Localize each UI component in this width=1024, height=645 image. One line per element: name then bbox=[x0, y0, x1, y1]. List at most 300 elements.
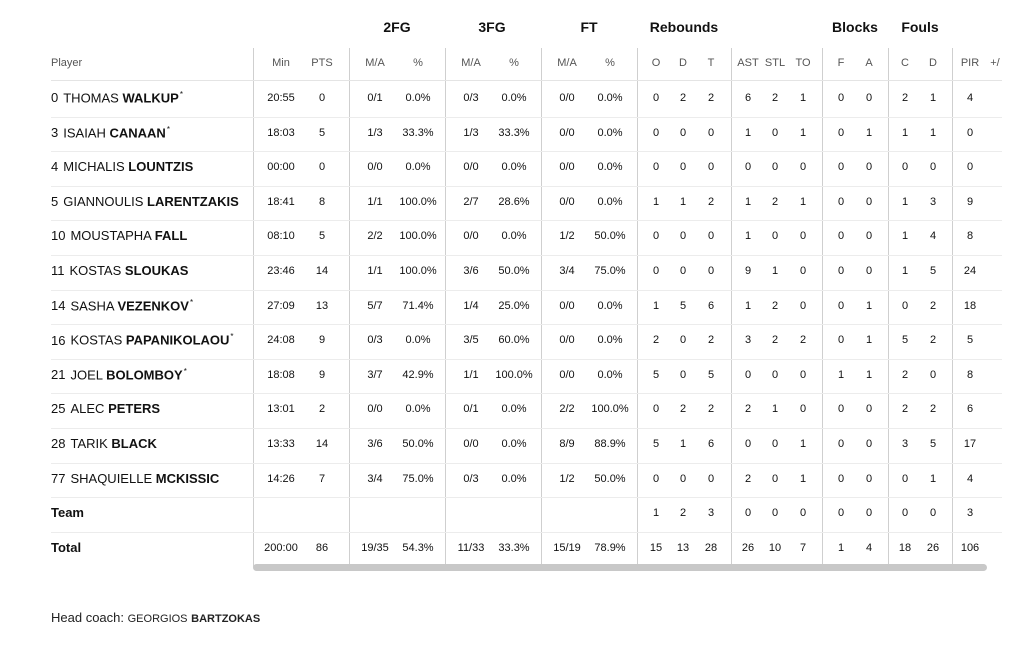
stat-cell: 11/33 bbox=[457, 541, 485, 554]
stat-cell: 2 bbox=[679, 92, 687, 104]
starter-mark: * bbox=[183, 366, 187, 376]
stat-cell: 0 bbox=[771, 161, 779, 174]
column-header: M/A bbox=[365, 57, 385, 69]
player-first-name: KOSTAS bbox=[70, 332, 123, 348]
starter-mark: * bbox=[230, 332, 234, 342]
stat-cell: 0 bbox=[837, 230, 845, 243]
stat-cell: 0 bbox=[799, 265, 807, 277]
column-header: PIR bbox=[960, 57, 980, 69]
player-last-name: WALKUP bbox=[122, 90, 179, 106]
stat-cell: 0.0% bbox=[501, 92, 527, 104]
stat-cell: 18:03 bbox=[267, 126, 295, 139]
stat-cell: 0 bbox=[837, 299, 845, 312]
player-number: 28 bbox=[51, 436, 66, 451]
column-header: A bbox=[865, 57, 873, 69]
stat-cell: 0 bbox=[652, 403, 660, 416]
stat-cell: 0 bbox=[679, 126, 687, 139]
stat-cell: 8 bbox=[318, 195, 326, 208]
stat-cell: 0/3 bbox=[463, 92, 479, 104]
stat-cell: 1 bbox=[679, 438, 687, 450]
stat-cell: 33.3% bbox=[402, 126, 434, 139]
row-divider bbox=[51, 532, 1002, 533]
row-divider bbox=[51, 324, 1002, 325]
stat-cell: 18 bbox=[963, 299, 977, 312]
stat-cell: 18 bbox=[898, 541, 912, 554]
stat-cell: 1 bbox=[865, 368, 873, 381]
stat-cell: 0/0 bbox=[559, 299, 575, 312]
stat-cell: 0/3 bbox=[367, 334, 383, 347]
stat-cell: 15 bbox=[649, 541, 663, 554]
stat-cell: 0.0% bbox=[597, 299, 623, 312]
stat-cell: 1 bbox=[865, 126, 873, 139]
stat-cell: 0.0% bbox=[501, 161, 527, 174]
stat-cell: 0 bbox=[799, 403, 807, 416]
stat-cell: 0.0% bbox=[597, 161, 623, 174]
column-header: % bbox=[413, 57, 423, 69]
stat-cell: 60.0% bbox=[498, 334, 530, 347]
column-header: D bbox=[679, 57, 687, 69]
stat-cell: 0 bbox=[771, 368, 779, 381]
column-header: AST bbox=[737, 57, 759, 69]
stat-cell: 18:41 bbox=[267, 195, 295, 208]
stat-cell: 0 bbox=[837, 507, 845, 520]
stat-cell: 4 bbox=[865, 541, 873, 554]
stat-cell: 0.0% bbox=[597, 334, 623, 347]
row-divider bbox=[51, 117, 1002, 118]
column-header: C bbox=[901, 57, 909, 69]
column-divider bbox=[952, 48, 953, 567]
player-last-name: CANAAN bbox=[109, 124, 166, 140]
player-name bbox=[51, 367, 187, 382]
stat-cell: 0.0% bbox=[501, 472, 527, 485]
stat-cell: 0.0% bbox=[597, 92, 623, 104]
stat-cell: 0 bbox=[929, 507, 937, 520]
player-last-name: MCKISSIC bbox=[155, 470, 220, 486]
stat-cell: 3/5 bbox=[463, 334, 479, 347]
stat-cell: 26 bbox=[926, 541, 940, 554]
stat-cell: 0 bbox=[837, 92, 845, 104]
stat-cell: 2 bbox=[679, 403, 687, 416]
stat-cell: 1 bbox=[652, 299, 660, 312]
player-name bbox=[51, 471, 219, 486]
stat-cell: 0 bbox=[679, 230, 687, 243]
stat-cell: 1 bbox=[799, 92, 807, 104]
stat-cell: 0/0 bbox=[559, 92, 575, 104]
stat-cell: 2 bbox=[901, 368, 909, 381]
row-divider bbox=[51, 463, 1002, 464]
stat-cell: 2 bbox=[771, 334, 779, 347]
player-name bbox=[51, 436, 157, 451]
stat-cell: 0 bbox=[799, 507, 807, 520]
stat-cell: 0/0 bbox=[559, 126, 575, 139]
stat-cell: 1/2 bbox=[559, 472, 575, 485]
player-last-name: LARENTZAKIS bbox=[147, 193, 239, 209]
stat-cell: 00:00 bbox=[267, 161, 295, 174]
stat-cell: 2 bbox=[901, 403, 909, 416]
player-name bbox=[51, 401, 160, 416]
stat-cell: 0 bbox=[707, 230, 715, 243]
stat-cell: 2 bbox=[744, 403, 752, 416]
player-first-name: SHAQUIELLE bbox=[70, 470, 153, 486]
stat-cell: 9 bbox=[966, 195, 974, 208]
player-number: 16 bbox=[51, 332, 66, 348]
stat-cell: 0 bbox=[865, 438, 873, 450]
column-divider bbox=[349, 48, 350, 567]
stat-cell: 2 bbox=[707, 334, 715, 347]
row-divider bbox=[51, 497, 1002, 498]
row-divider bbox=[51, 151, 1002, 152]
player-first-name: KOSTAS bbox=[69, 263, 122, 278]
stat-cell: 0 bbox=[771, 230, 779, 243]
stat-cell: 0 bbox=[707, 126, 715, 139]
stat-cell: 0/0 bbox=[559, 195, 575, 208]
stat-cell: 0.0% bbox=[405, 92, 431, 104]
stat-cell: 0 bbox=[771, 438, 779, 450]
column-header: % bbox=[509, 57, 519, 69]
total-row-label: Total bbox=[51, 539, 82, 555]
stat-cell: 5 bbox=[929, 265, 937, 277]
stat-cell: 5 bbox=[707, 368, 715, 381]
stat-cell: 1 bbox=[929, 472, 937, 485]
player-name bbox=[51, 159, 193, 174]
stat-cell: 0 bbox=[966, 126, 974, 139]
row-divider bbox=[51, 393, 1002, 394]
stat-cell: 50.0% bbox=[594, 472, 626, 485]
player-number: 77 bbox=[51, 470, 66, 486]
stat-cell: 0 bbox=[707, 472, 715, 485]
stat-cell: 5 bbox=[318, 126, 326, 139]
stat-cell: 2 bbox=[929, 334, 937, 347]
stat-cell: 3 bbox=[901, 438, 909, 450]
stat-cell: 23:46 bbox=[267, 265, 295, 277]
stat-cell: 0/0 bbox=[559, 334, 575, 347]
stat-cell: 0 bbox=[837, 161, 845, 174]
stat-cell: 0/0 bbox=[367, 161, 383, 174]
stat-cell: 50.0% bbox=[402, 438, 434, 450]
stat-cell: 0 bbox=[799, 230, 807, 243]
player-first-name: JOEL bbox=[70, 367, 103, 383]
stat-cell: 8 bbox=[966, 230, 974, 243]
column-header: TO bbox=[795, 57, 811, 69]
stat-cell: 26 bbox=[741, 541, 755, 554]
stat-cell: 0 bbox=[679, 161, 687, 174]
stat-cell: 0 bbox=[929, 161, 937, 174]
stat-cell: 1 bbox=[652, 195, 660, 208]
player-name bbox=[51, 298, 193, 313]
stat-cell: 1 bbox=[901, 195, 909, 208]
stat-cell: 14 bbox=[315, 265, 329, 277]
stat-cell: 4 bbox=[966, 92, 974, 104]
stat-cell: 7 bbox=[799, 541, 807, 554]
head-coach-label: Head coach: bbox=[51, 610, 124, 625]
stat-cell: 0 bbox=[318, 161, 326, 174]
head-coach-last-name: BARTZOKAS bbox=[191, 613, 261, 625]
stat-cell: 8 bbox=[966, 368, 974, 381]
stat-cell: 14 bbox=[315, 438, 329, 450]
stat-cell: 1 bbox=[771, 265, 779, 277]
stat-cell: 0/1 bbox=[367, 92, 383, 104]
stat-cell: 0.0% bbox=[501, 438, 527, 450]
stat-cell: 0.0% bbox=[501, 403, 527, 416]
stat-cell: 1 bbox=[799, 195, 807, 208]
column-header: O bbox=[651, 57, 661, 69]
stat-cell: 6 bbox=[744, 92, 752, 104]
stat-cell: 0.0% bbox=[597, 195, 623, 208]
stat-cell: 6 bbox=[707, 299, 715, 312]
stat-cell: 1/4 bbox=[463, 299, 479, 312]
stat-cell: 2 bbox=[771, 299, 779, 312]
stat-cell: 0/0 bbox=[463, 161, 479, 174]
stat-cell: 2/7 bbox=[463, 195, 479, 208]
stat-cell: 0 bbox=[744, 438, 752, 450]
stat-cell: 1/3 bbox=[367, 126, 383, 139]
column-header: D bbox=[929, 57, 937, 69]
player-last-name: BLACK bbox=[111, 436, 157, 451]
player-number: 0 bbox=[51, 90, 59, 106]
horizontal-scrollbar[interactable] bbox=[253, 564, 987, 571]
player-number: 4 bbox=[51, 159, 59, 175]
player-last-name: VEZENKOV bbox=[117, 297, 189, 313]
stat-cell: 1 bbox=[865, 334, 873, 347]
head-coach-line bbox=[51, 610, 260, 625]
starter-mark: * bbox=[166, 124, 170, 134]
stat-cell: 86 bbox=[315, 541, 329, 554]
stat-cell: 5/7 bbox=[367, 299, 383, 312]
stat-cell: 27:09 bbox=[267, 299, 295, 312]
stat-cell: 0 bbox=[837, 265, 845, 277]
stat-cell: 2 bbox=[744, 472, 752, 485]
stat-cell: 3/7 bbox=[367, 368, 383, 381]
stat-cell: 100.0% bbox=[399, 265, 437, 277]
column-header: T bbox=[707, 57, 715, 69]
stat-cell: 100.0% bbox=[399, 230, 437, 243]
stat-cell: 33.3% bbox=[498, 541, 530, 554]
column-divider bbox=[888, 48, 889, 567]
group-header: FT bbox=[580, 19, 598, 35]
stat-cell: 1 bbox=[744, 299, 752, 312]
column-header: Player bbox=[51, 57, 83, 69]
group-header: Blocks bbox=[832, 19, 878, 35]
column-divider bbox=[637, 48, 638, 567]
stat-cell: 0 bbox=[865, 507, 873, 520]
stat-cell: 6 bbox=[707, 438, 715, 450]
stat-cell: 2 bbox=[707, 195, 715, 208]
stat-cell: 0/3 bbox=[463, 472, 479, 485]
player-first-name: THOMAS bbox=[63, 90, 119, 106]
player-first-name: ALEC bbox=[70, 401, 105, 417]
stat-cell: 1 bbox=[799, 126, 807, 139]
stat-cell: 3/6 bbox=[367, 438, 383, 450]
stat-cell: 2 bbox=[652, 334, 660, 347]
column-divider bbox=[822, 48, 823, 567]
stat-cell: 1 bbox=[901, 230, 909, 243]
stat-cell: 0/0 bbox=[463, 230, 479, 243]
row-divider bbox=[51, 255, 1002, 256]
stat-cell: 1 bbox=[744, 126, 752, 139]
stat-cell: 106 bbox=[960, 541, 980, 554]
stat-cell: 0.0% bbox=[405, 161, 431, 174]
stat-cell: 0 bbox=[744, 161, 752, 174]
header-divider bbox=[51, 80, 1002, 81]
stat-cell: 0/0 bbox=[367, 403, 383, 416]
stat-cell: 1 bbox=[837, 368, 845, 381]
stat-cell: 1/1 bbox=[367, 195, 383, 208]
column-divider bbox=[253, 48, 254, 567]
stat-cell: 0 bbox=[901, 299, 909, 312]
stat-cell: 0 bbox=[901, 472, 909, 485]
group-header: Rebounds bbox=[649, 19, 719, 35]
stat-cell: 0 bbox=[901, 507, 909, 520]
stat-cell: 0 bbox=[318, 92, 326, 104]
stat-cell: 0 bbox=[865, 195, 873, 208]
stat-cell: 3/4 bbox=[367, 472, 383, 485]
stat-cell: 1/2 bbox=[559, 230, 575, 243]
stat-cell: 13 bbox=[676, 541, 690, 554]
stat-cell: 1/3 bbox=[463, 126, 479, 139]
stat-cell: 0/0 bbox=[463, 438, 479, 450]
stat-cell: 1 bbox=[929, 126, 937, 139]
player-name bbox=[51, 332, 234, 347]
player-name bbox=[51, 263, 188, 278]
player-last-name: PAPANIKOLAOU bbox=[125, 332, 230, 348]
stat-cell: 1/1 bbox=[367, 265, 383, 277]
stat-cell: 24 bbox=[963, 265, 977, 277]
row-divider bbox=[51, 359, 1002, 360]
stat-cell: 2 bbox=[771, 92, 779, 104]
stat-cell: 2 bbox=[929, 299, 937, 312]
stat-cell: 2/2 bbox=[559, 403, 575, 416]
stat-cell: 3 bbox=[744, 334, 752, 347]
player-first-name: SASHA bbox=[70, 297, 114, 313]
stat-cell: 0 bbox=[652, 126, 660, 139]
stat-cell: 28.6% bbox=[498, 195, 530, 208]
stat-cell: 9 bbox=[318, 334, 326, 347]
stat-cell: 0 bbox=[865, 230, 873, 243]
stat-cell: 0 bbox=[744, 368, 752, 381]
starter-mark: * bbox=[189, 297, 194, 307]
stat-cell: 08:10 bbox=[267, 230, 295, 243]
stat-cell: 8/9 bbox=[559, 438, 575, 450]
row-divider bbox=[51, 428, 1002, 429]
stat-cell: 3 bbox=[929, 195, 937, 208]
stat-cell: 100.0% bbox=[495, 368, 533, 381]
player-last-name: FALL bbox=[154, 228, 188, 244]
stat-cell: 0 bbox=[865, 161, 873, 174]
stat-cell: 2 bbox=[771, 195, 779, 208]
row-divider bbox=[51, 290, 1002, 291]
stat-cell: 18:08 bbox=[267, 368, 295, 381]
player-name bbox=[51, 125, 170, 140]
stat-cell: 0.0% bbox=[597, 126, 623, 139]
stat-cell: 0/0 bbox=[559, 161, 575, 174]
stat-cell: 0 bbox=[799, 368, 807, 381]
stat-cell: 78.9% bbox=[594, 541, 626, 554]
stat-cell: 5 bbox=[966, 334, 974, 347]
row-divider bbox=[51, 186, 1002, 187]
player-first-name: MOUSTAPHA bbox=[70, 228, 152, 244]
stat-cell: 13 bbox=[315, 299, 329, 312]
stat-cell: 1 bbox=[744, 230, 752, 243]
stat-cell: 0/0 bbox=[559, 368, 575, 381]
stat-cell: 200:00 bbox=[264, 541, 298, 554]
stat-cell: 71.4% bbox=[402, 299, 434, 312]
player-last-name: SLOUKAS bbox=[124, 263, 189, 278]
stat-cell: 9 bbox=[318, 368, 326, 381]
stat-cell: 1 bbox=[744, 195, 752, 208]
stat-cell: 1/1 bbox=[463, 368, 479, 381]
column-header: M/A bbox=[557, 57, 577, 69]
player-number: 5 bbox=[51, 193, 59, 209]
stat-cell: 19/35 bbox=[361, 541, 389, 554]
stat-cell: 0 bbox=[837, 403, 845, 416]
stat-cell: 0 bbox=[837, 438, 845, 450]
stat-cell: 100.0% bbox=[591, 403, 629, 416]
stat-cell: 3/4 bbox=[559, 265, 575, 277]
stat-cell: 0 bbox=[865, 472, 873, 485]
stat-cell: 1 bbox=[652, 507, 660, 520]
stat-cell: 10 bbox=[768, 541, 782, 554]
player-number: 14 bbox=[51, 297, 66, 313]
group-header: 3FG bbox=[478, 19, 506, 35]
player-first-name: GIANNOULIS bbox=[63, 193, 144, 209]
stat-cell: 0 bbox=[799, 161, 807, 174]
player-first-name: TARIK bbox=[70, 436, 108, 451]
stat-cell: 0 bbox=[966, 161, 974, 174]
stat-cell: 2 bbox=[318, 403, 326, 416]
stat-cell: 0 bbox=[799, 299, 807, 312]
stat-cell: 0/1 bbox=[463, 403, 479, 416]
stat-cell: 0 bbox=[707, 161, 715, 174]
player-last-name: LOUNTZIS bbox=[128, 159, 194, 175]
player-number: 25 bbox=[51, 401, 66, 417]
stat-cell: 2 bbox=[929, 403, 937, 416]
stat-cell: 4 bbox=[966, 472, 974, 485]
stat-cell: 5 bbox=[929, 438, 937, 450]
stat-cell: 33.3% bbox=[498, 126, 530, 139]
group-header: 2FG bbox=[383, 19, 411, 35]
player-number: 21 bbox=[51, 367, 66, 383]
stat-cell: 0 bbox=[901, 161, 909, 174]
stat-cell: 2 bbox=[707, 92, 715, 104]
stat-cell: 5 bbox=[652, 368, 660, 381]
column-header: STL bbox=[764, 57, 786, 69]
stat-cell: 14:26 bbox=[267, 472, 295, 485]
column-header: +/ bbox=[990, 57, 1000, 69]
stat-cell: 1 bbox=[929, 92, 937, 104]
head-coach-first-name: GEORGIOS bbox=[127, 613, 188, 625]
starter-mark: * bbox=[179, 90, 183, 99]
stat-cell: 2 bbox=[679, 507, 687, 520]
stat-cell: 1 bbox=[771, 403, 779, 416]
stat-cell: 1 bbox=[679, 195, 687, 208]
stat-cell: 0 bbox=[652, 161, 660, 174]
stat-cell: 0 bbox=[929, 368, 937, 381]
team-row-label: Team bbox=[51, 505, 84, 521]
stat-cell: 15/19 bbox=[553, 541, 581, 554]
stat-cell: 0 bbox=[679, 472, 687, 485]
stat-cell: 24:08 bbox=[267, 334, 295, 347]
column-header: % bbox=[605, 57, 615, 69]
stat-cell: 88.9% bbox=[594, 438, 626, 450]
stat-cell: 6 bbox=[966, 403, 974, 416]
stat-cell: 1 bbox=[837, 541, 845, 554]
player-number: 11 bbox=[51, 263, 65, 278]
stat-cell: 0 bbox=[865, 92, 873, 104]
stat-cell: 0 bbox=[679, 265, 687, 277]
stat-cell: 1 bbox=[901, 126, 909, 139]
column-header: Min bbox=[272, 57, 290, 69]
player-name bbox=[51, 90, 183, 105]
